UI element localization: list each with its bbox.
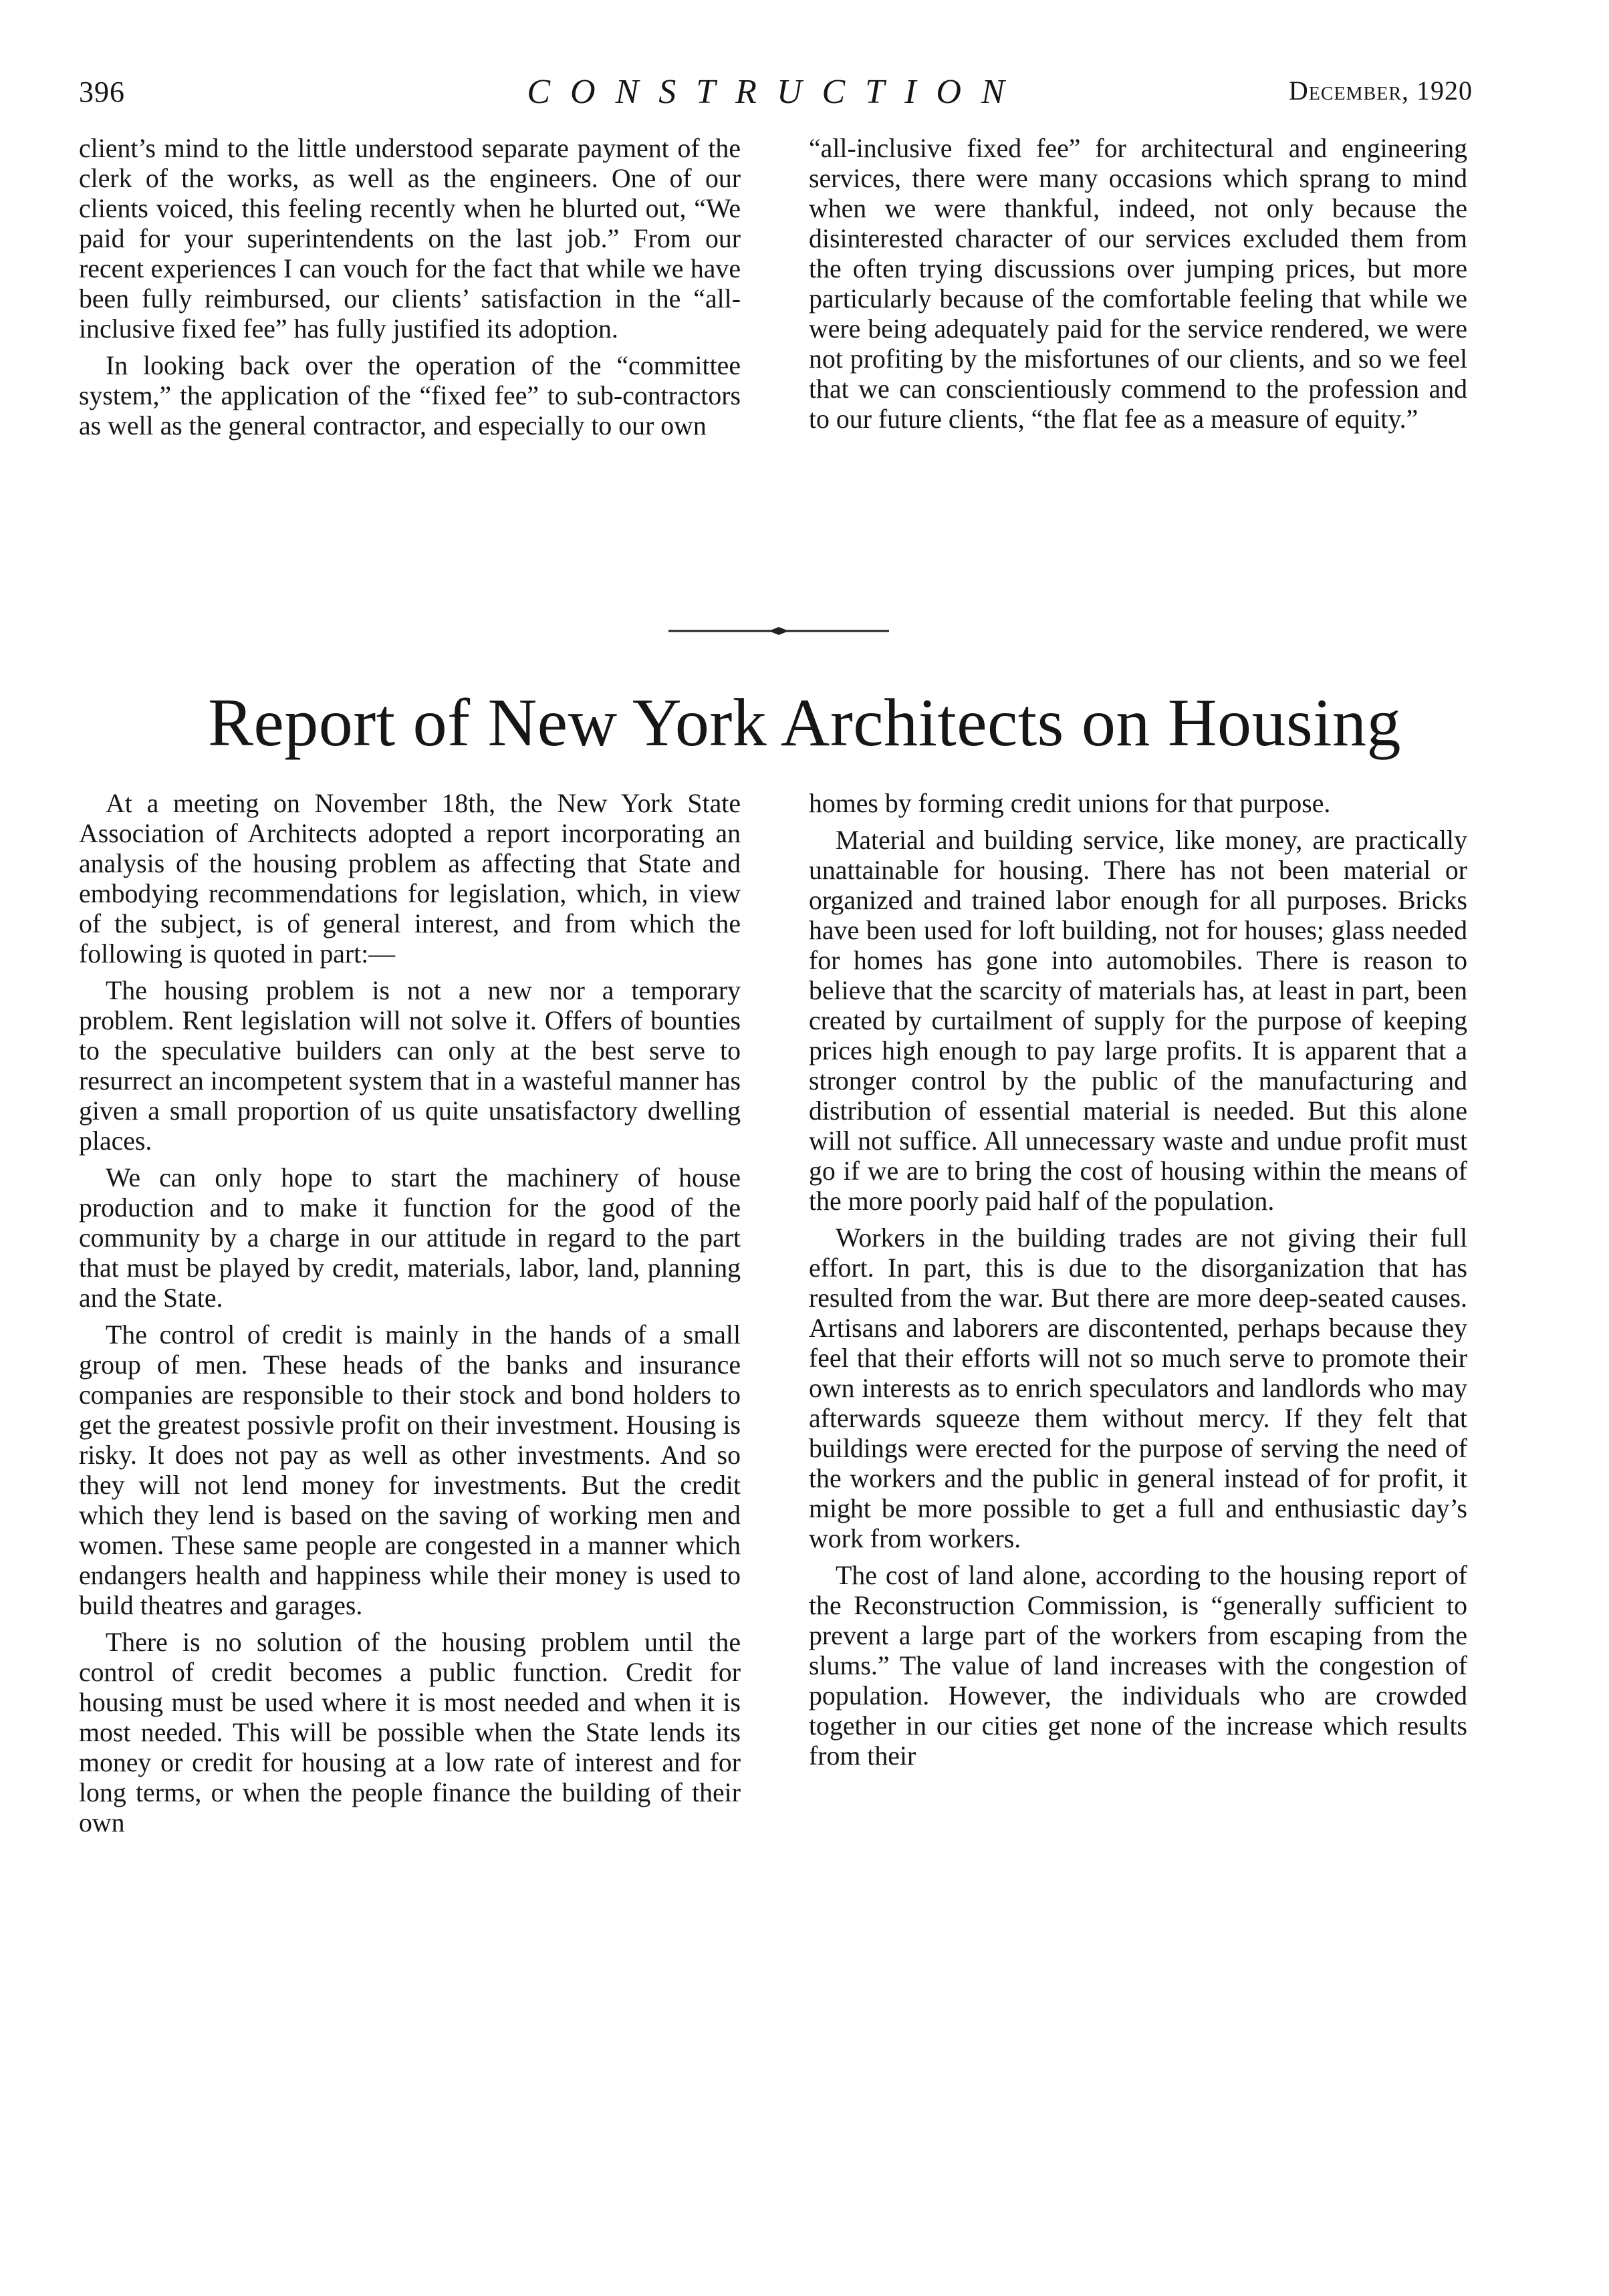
- paragraph: There is no solution of the housing problem until the control of credit becomes a public function. Credit for housing must be used where it is most needed and when it is most needed. This will be possible when the State lends its money or credit for housing at a low rate of interest and for long terms, or when the people finance the building of their own: [79, 1628, 741, 1837]
- section-divider-ornament: [668, 626, 889, 636]
- paragraph: The housing problem is not a new nor a temporary problem. Rent legislation will not solve it. Offers of bounties to the speculative builders can only at the best serve to resurrect an incompetent system that in a wasteful manner has given a small proportion of us quite unsatisfactory dwelling places.: [79, 976, 741, 1156]
- page-number: 396: [79, 76, 125, 108]
- paragraph: homes by forming credit unions for that purpose.: [809, 789, 1331, 818]
- running-head: [79, 75, 1473, 118]
- article-left-column: [79, 789, 741, 1838]
- paragraph: Workers in the building trades are not giving their full effort. In part, this is due to the disorganization that has resulted from the war. But there are more deep-seated causes. Artisans and laborers are discontented, perhaps because they feel that their efforts will not so much serve to promote their own interests as to enrich speculators and landlords who may afterwards squeeze them without mercy. If they felt that buildings were erected for the purpose of serving the need of the workers and the public in general instead of for profit, it might be more possible to get a full and enthusiastic day’s work from workers.: [809, 1223, 1467, 1553]
- journal-title: CONSTRUCTION: [527, 73, 1025, 111]
- paragraph: The cost of land alone, according to the housing report of the Reconstruction Commission, is “generally sufficient to prevent a large part of the workers from escaping from the slums.” The value of land increases with the congestion of population. However, the individuals who are crowded together in our cities get none of the increase which results from their: [809, 1561, 1467, 1771]
- paragraph: In looking back over the operation of the “committee system,” the application of the “fixed fee” to sub-contractors as well as the general contractor, and especially to our own: [79, 351, 741, 440]
- paragraph: We can only hope to start the machinery of house production and to make it function for the good of the community by a charge in our attitude in regard to the part that must be played by credit, materials, labor, land, planning and the State.: [79, 1163, 741, 1313]
- article-title: Report of New York Architects on Housing: [207, 685, 1402, 761]
- prior-article-left-column: [79, 134, 741, 441]
- paragraph: “all-inclusive fixed fee” for architectural and engineering services, there were many occasions which sprang to mind when we were thankful, indeed, not only because the disinterested character of our services excluded them from the often trying discussions over jumping prices, but more particularly because of the comfortable feeling that while we were being adequately paid for the service rendered, we were not profiting by the misfortunes of our clients, and so we feel that we can conscientiously commend to the profession and to our future clients, “the flat fee as a measure of equity.”: [809, 134, 1467, 434]
- paragraph: Material and building service, like money, are practically unattainable for housing. There has not been material or organized and trained labor enough for all purposes. Bricks have been used for loft building, not for houses; glass needed for homes has gone into automobiles. There is reason to believe that the scarcity of materials has, at least in part, been created by curtailment of supply for the purpose of keeping prices high enough to pay large profits. It is apparent that a stronger control by the public of the manufacturing and distribution of essential material is needed. But this alone will not suffice. All unnecessary waste and undue profit must go if we are to bring the cost of housing within the means of the more poorly paid half of the population.: [809, 825, 1467, 1216]
- paragraph: client’s mind to the little understood separate payment of the clerk of the works, as well as the engineers. One of our clients voiced, this feeling recently when he blurted out, “We paid for your superintendents on the last job.” From our recent experiences I can vouch for the fact that while we have been fully reimbursed, our clients’ satisfaction in the “all-inclusive fixed fee” has fully justified its adoption.: [79, 134, 741, 344]
- paragraph: The control of credit is mainly in the hands of a small group of men. These heads of the banks and insurance companies are responsible to their stock and bond holders to get the greatest possivle profit on their investment. Housing is risky. It does not pay as well as other investments. And so they will not lend money for investments. But the credit which they lend is based on the saving of working men and women. These same people are congested in a manner which endangers health and happiness while their money is used to build theatres and garages.: [79, 1320, 741, 1620]
- prior-article-right-column: [809, 134, 1467, 434]
- paragraph: At a meeting on November 18th, the New York State Association of Architects adopted a report incorporating an analysis of the housing problem as affecting that State and embodying recommendations for legislation, which, in view of the subject, is of general interest, and from which the following is quoted in part:—: [79, 789, 741, 969]
- issue-date: December, 1920: [1288, 76, 1473, 106]
- article-right-column: [809, 789, 1467, 1771]
